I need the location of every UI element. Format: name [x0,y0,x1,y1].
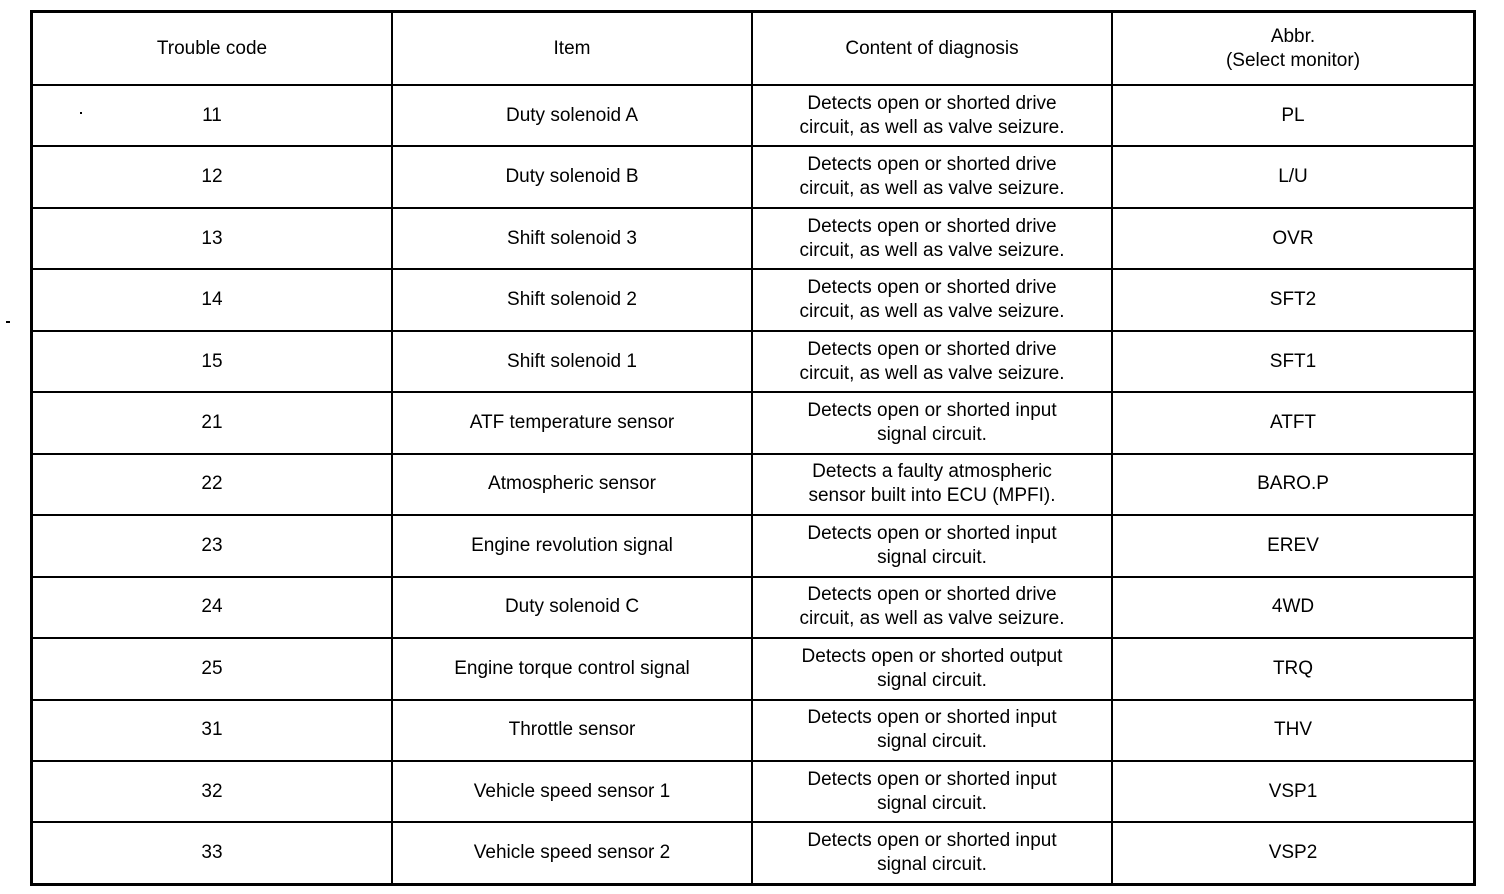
trouble-code-table [33,13,1473,883]
abbr-cell: EREV [1112,515,1473,576]
header-abbr [1112,13,1473,85]
diagnosis-cell [752,331,1112,392]
item-cell: Shift solenoid 1 [392,331,752,392]
diagnosis-cell [752,700,1112,761]
item-cell: Engine torque control signal [392,638,752,699]
trouble-code-cell: 14 [33,269,392,330]
trouble-code-cell: 33 [33,822,392,883]
diagnosis-line2: signal circuit. [877,854,987,876]
diagnosis-line2: signal circuit. [877,423,987,445]
diagnosis-line1: Detects a faulty atmospheric [812,461,1052,483]
header-trouble-code: Trouble code [33,13,392,85]
diagnosis-line1: Detects open or shorted drive [807,277,1057,299]
diagnosis-cell [752,85,1112,146]
item-cell: ATF temperature sensor [392,392,752,453]
trouble-code-cell: 32 [33,761,392,822]
diagnosis-cell [752,822,1112,883]
abbr-cell: VSP2 [1112,822,1473,883]
table-row [33,85,1473,146]
diagnosis-line1: Detects open or shorted drive [807,215,1057,237]
item-cell: Throttle sensor [392,700,752,761]
abbr-cell: SFT1 [1112,331,1473,392]
abbr-cell: THV [1112,700,1473,761]
diagnosis-line1: Detects open or shorted output [801,645,1063,667]
abbr-cell: VSP1 [1112,761,1473,822]
diagnosis-cell [752,761,1112,822]
table-row [33,392,1473,453]
item-cell: Vehicle speed sensor 1 [392,761,752,822]
item-cell: Engine revolution signal [392,515,752,576]
trouble-code-cell: 15 [33,331,392,392]
diagnosis-cell [752,454,1112,515]
header-abbr-line2: (Select monitor) [1225,49,1361,71]
abbr-cell: L/U [1112,146,1473,207]
header-abbr-line1: Abbr. [1270,25,1316,47]
abbr-cell: TRQ [1112,638,1473,699]
trouble-code-cell: 23 [33,515,392,576]
item-cell: Shift solenoid 3 [392,208,752,269]
diagnosis-cell [752,269,1112,330]
diagnosis-line1: Detects open or shorted input [807,707,1057,729]
diagnosis-cell [752,392,1112,453]
abbr-cell: SFT2 [1112,269,1473,330]
trouble-code-cell: 12 [33,146,392,207]
diagnosis-line2: circuit, as well as valve seizure. [799,608,1065,630]
diagnosis-cell [752,146,1112,207]
diagnosis-line1: Detects open or shorted input [807,522,1057,544]
diagnosis-line2: circuit, as well as valve seizure. [799,116,1065,138]
item-cell: Vehicle speed sensor 2 [392,822,752,883]
diagnosis-line2: signal circuit. [877,546,987,568]
trouble-code-cell: 13 [33,208,392,269]
header-item: Item [392,13,752,85]
table-header-row [33,13,1473,85]
table-row [33,146,1473,207]
diagnosis-cell [752,208,1112,269]
header-content-of-diagnosis: Content of diagnosis [752,13,1112,85]
trouble-code-cell: 11 [33,85,392,146]
item-cell: Shift solenoid 2 [392,269,752,330]
diagnosis-line1: Detects open or shorted input [807,830,1057,852]
abbr-cell: OVR [1112,208,1473,269]
diagnosis-line2: circuit, as well as valve seizure. [799,301,1065,323]
trouble-code-cell: 21 [33,392,392,453]
diagnosis-line1: Detects open or shorted drive [807,338,1057,360]
diagnosis-line2: sensor built into ECU (MPFI). [808,485,1056,507]
table-row [33,761,1473,822]
diagnosis-line1: Detects open or shorted drive [807,92,1057,114]
diagnosis-cell [752,638,1112,699]
diagnosis-line2: circuit, as well as valve seizure. [799,362,1065,384]
abbr-cell: ATFT [1112,392,1473,453]
table-row [33,638,1473,699]
table-row [33,700,1473,761]
trouble-code-cell: 24 [33,577,392,638]
item-cell: Duty solenoid B [392,146,752,207]
table-row [33,822,1473,883]
diagnosis-line2: signal circuit. [877,731,987,753]
diagnosis-line1: Detects open or shorted drive [807,154,1057,176]
diagnosis-line1: Detects open or shorted drive [807,584,1057,606]
trouble-code-cell: 31 [33,700,392,761]
item-cell: Duty solenoid A [392,85,752,146]
abbr-cell: 4WD [1112,577,1473,638]
trouble-code-table-frame [30,10,1476,886]
diagnosis-line1: Detects open or shorted input [807,768,1057,790]
table-row [33,454,1473,515]
abbr-cell: PL [1112,85,1473,146]
table-row [33,331,1473,392]
item-cell: Duty solenoid C [392,577,752,638]
abbr-cell: BARO.P [1112,454,1473,515]
diagnosis-line2: signal circuit. [877,669,987,691]
table-row [33,577,1473,638]
scan-speck [6,321,10,323]
diagnosis-line2: circuit, as well as valve seizure. [799,239,1065,261]
table-row [33,515,1473,576]
trouble-code-cell: 25 [33,638,392,699]
diagnosis-line1: Detects open or shorted input [807,399,1057,421]
trouble-code-cell: 22 [33,454,392,515]
table-row [33,208,1473,269]
diagnosis-line2: circuit, as well as valve seizure. [799,178,1065,200]
item-cell: Atmospheric sensor [392,454,752,515]
diagnosis-cell [752,515,1112,576]
diagnosis-line2: signal circuit. [877,792,987,814]
diagnosis-cell [752,577,1112,638]
table-row [33,269,1473,330]
